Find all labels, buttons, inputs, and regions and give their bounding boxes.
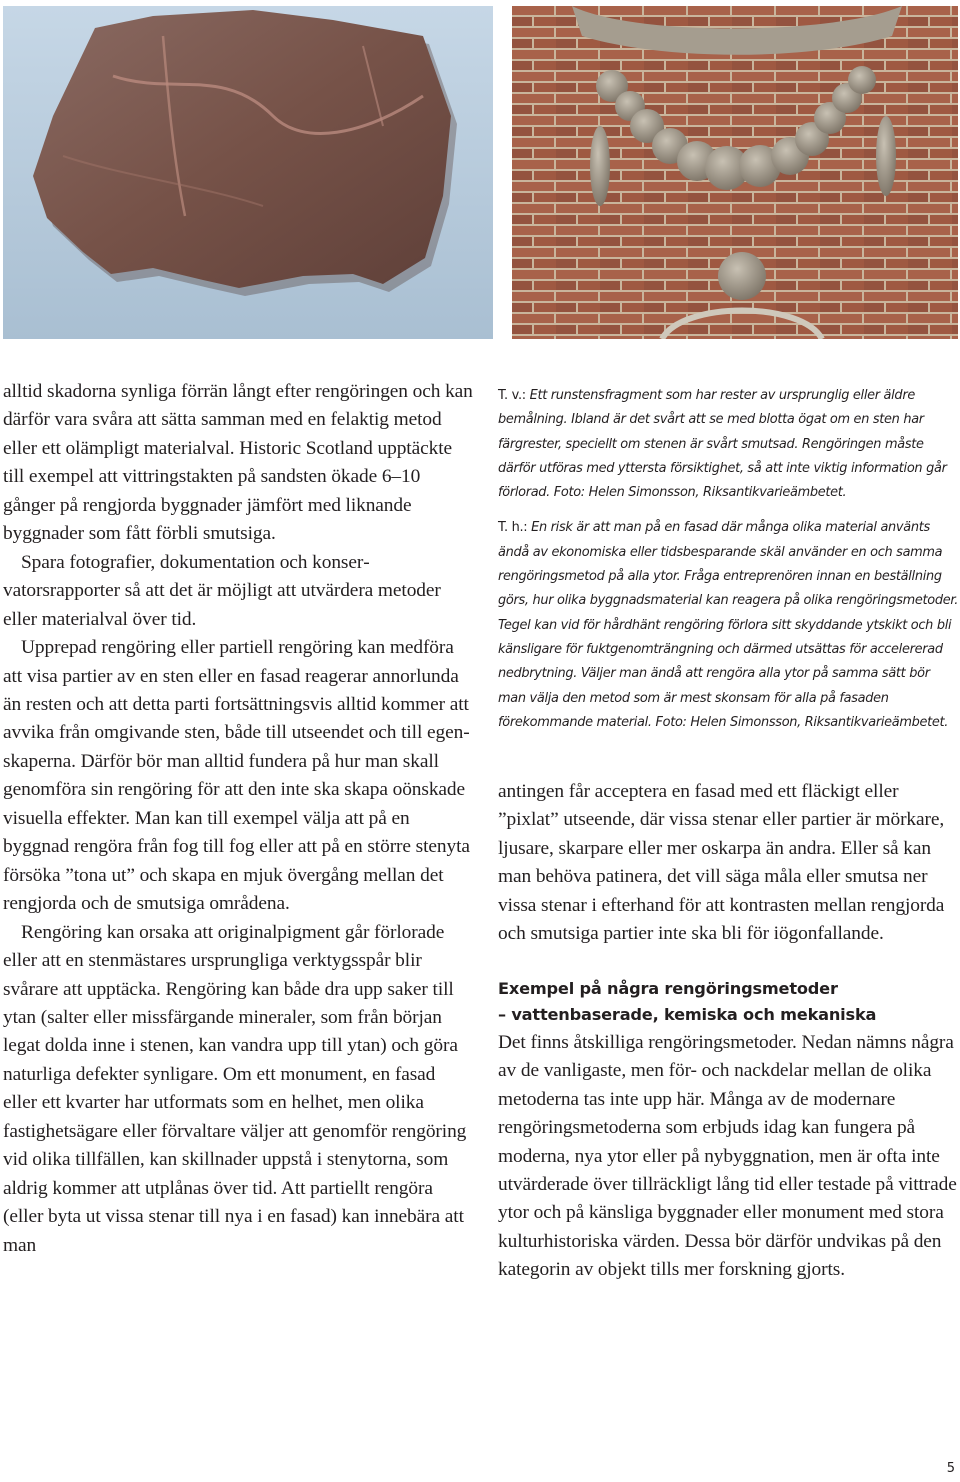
runestone-photo	[3, 6, 493, 339]
photo-captions	[498, 384, 958, 735]
caption-left-photo	[498, 384, 958, 505]
body-paragraph: Rengöring kan orsaka att originalpigment går förlorade eller att en stenmästares ursprungliga verktygsspår blir svårare att upptäcka. Rengöring kan både dra upp saker till ytan (salter eller missfärgande mineraler, som från början legat dolda inne i stenen, kan vandra upp till ytan) och göra naturliga defekter synligare. Om ett monument, en fasad eller ett kvarter har utformats som en helhet, men olika fastighetsägare eller förvaltare väljer att genomför rengöring vid olika tillfällen, kan skillnader uppstå i stenytorna, som aldrig kommer att utplånas över tid. Att partiellt rengöra (eller byta ut vissa stenar till nya i en fasad) kan innebära att man	[3, 921, 467, 1256]
body-paragraph: Det finns åtskilliga rengöringsmetoder. Nedan nämns några av de vanligaste, men för- och nackdelar mellan de olika metoderna tas inte upp här. Många av de modernare rengöringsmetoderna som erbjuds idag kan fungera på moderna, nya ytor eller på nybyggnation, men är ofta inte utvärderade över tillräckligt lång tid eller testade på vittrade ytor och på känsliga byggnader eller monument med stora kulturhistoriska värden. Dessa bör därför undvikas på den kategorin av objekt tills mer forskning gjorts.	[498, 1031, 957, 1281]
facade-garland-photo	[512, 6, 958, 339]
right-text-column	[498, 778, 958, 1285]
section-heading	[498, 976, 958, 1028]
body-paragraph: antingen får acceptera en fasad med ett fläckigt eller ”pixlat” utseende, där vissa stenar eller partier är mörkare, ljusare, skarpare eller mer oskarpa än andra. Eller så kan man behöva patinera, det vill säga måla eller smutsa ner vissa stenar i efterhand för att kontrasten mellan rengjorda och smutsiga partier inte ska bli för iögonfallande.	[498, 781, 945, 945]
caption-right-photo	[498, 516, 958, 735]
section-heading-line1: Exempel på några rengöringsmetoder	[498, 978, 838, 998]
body-paragraph: Upprepad rengöring eller partiell rengöring kan medföra att visa partier av en sten eller en fasad reagerar annorlunda än resten och att detta parti fortsättningsvis alltid kommer att avvika från omgivande sten, både till utseendet och till egenskaperna. Därför bör man alltid fundera på hur man skall genomföra sin rengöring för att den inte ska skapa oönskade visuella effekter. Man kan till exempel välja att på en byggnad rengöra från fog till fog eller att på en större stenyta försöka ”tona ut” och skapa en mjuk övergång mellan det rengjorda och de smutsiga områdena.	[3, 637, 470, 915]
body-paragraph: Spara fotografier, dokumentation och konservatorsrapporter så att det är möjligt att utvärdera metoder eller materialval över tid.	[3, 551, 441, 630]
body-paragraph: alltid skadorna synliga förrän långt efter rengöringen och kan därför vara svåra att sätta samman med en felaktig metod eller ett olämpligt materialval. Historic Scotland upptäckte till exempel att vittringstakten på sandsten ökade 6–10 gånger på rengjorda byggnader jämfört med liknande byggnader som fått förbli smutsiga.	[3, 381, 473, 545]
caption-lead: T. v.:	[498, 388, 526, 403]
runestone-fragment	[33, 10, 451, 288]
caption-text: En risk är att man på en fasad där många olika material använts ändå av ekonomiska eller tidsbesparande skäl använder en och samma rengöringsmetod på alla ytor. Fråga entreprenören innan en beställning görs, hur olika byggnadsmaterial kan reagera på olika rengöringsmetoder. Tegel kan vid för hårdhänt rengöring förlora sitt skyddande ytskikt och bli känsligare för fuktgenomträngning och därmed utsättas för accelererad nedbrytning. Väljer man ändå att rengöra alla ytor på samma sätt bör man välja den metod som är mest skonsam för alla på fasaden förekommande material. Foto: Helen Simonsson, Riksantikvarieämbetet.	[498, 520, 959, 730]
caption-lead: T. h.:	[498, 520, 528, 536]
left-text-column	[3, 378, 473, 1260]
section-heading-line2: – vattenbaserade, kemiska och mekaniska	[498, 1004, 877, 1024]
page-number: 5	[946, 1461, 955, 1476]
caption-text: Ett runstensfragment som har rester av ursprunglig eller äldre bemålning. Ibland är det svårt att se med blotta ögat om en sten har färgrester, speciellt om stenen är svårt smutsad. Rengöringen måste därför utföras med yttersta försiktighet, så att inte viktig information går förlorad. Foto: Helen Simonsson, Riksantikvarieämbetet.	[498, 388, 947, 501]
